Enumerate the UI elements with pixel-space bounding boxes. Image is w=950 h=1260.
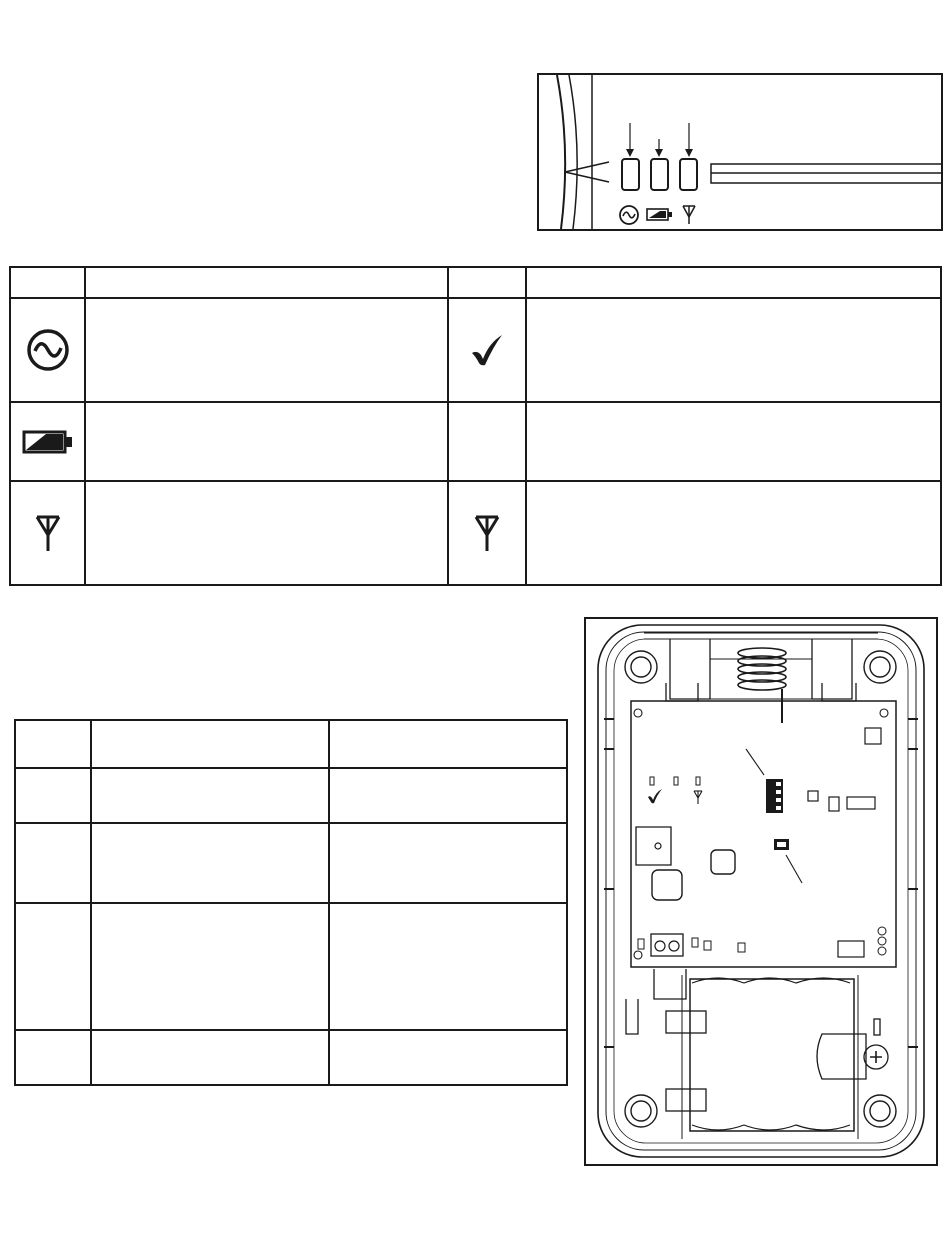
board-figure bbox=[584, 617, 938, 1166]
checkmark-icon bbox=[469, 333, 505, 367]
switch-header-row bbox=[15, 720, 567, 768]
ac-power-icon bbox=[620, 206, 638, 224]
table-cell bbox=[91, 768, 329, 823]
antenna-icon bbox=[694, 791, 702, 804]
jumper bbox=[774, 839, 789, 850]
header-cell bbox=[526, 267, 941, 298]
header-cell bbox=[329, 720, 567, 768]
switch-row bbox=[15, 903, 567, 1030]
table-cell bbox=[15, 903, 91, 1030]
description-cell bbox=[85, 481, 448, 585]
header-cell bbox=[10, 267, 85, 298]
table-cell bbox=[329, 903, 567, 1030]
status-cell bbox=[448, 298, 526, 402]
legend-row bbox=[10, 298, 941, 402]
switch-row bbox=[15, 768, 567, 823]
table-cell bbox=[91, 903, 329, 1030]
table-cell bbox=[329, 823, 567, 903]
battery-icon bbox=[647, 209, 672, 220]
antenna-icon bbox=[473, 513, 501, 553]
table-cell bbox=[91, 823, 329, 903]
status-text-cell bbox=[526, 402, 941, 481]
status-text-cell bbox=[526, 481, 941, 585]
antenna-icon bbox=[34, 513, 62, 553]
status-cell bbox=[448, 481, 526, 585]
legend-header-row bbox=[10, 267, 941, 298]
header-cell bbox=[15, 720, 91, 768]
header-cell bbox=[448, 267, 526, 298]
legend-row bbox=[10, 402, 941, 481]
checkmark-icon bbox=[648, 789, 662, 803]
legend-row bbox=[10, 481, 941, 585]
antenna-icon bbox=[683, 206, 695, 224]
battery-pack bbox=[682, 975, 858, 1139]
table-cell bbox=[91, 1030, 329, 1085]
legend-table bbox=[9, 266, 942, 586]
status-cell bbox=[448, 402, 526, 481]
status-text-cell bbox=[526, 298, 941, 402]
switch-row bbox=[15, 1030, 567, 1085]
led-panel-figure bbox=[537, 73, 943, 231]
table-cell bbox=[329, 768, 567, 823]
switch-row bbox=[15, 823, 567, 903]
header-cell bbox=[91, 720, 329, 768]
battery-icon bbox=[22, 429, 74, 455]
switch-table bbox=[14, 719, 568, 1086]
ac-power-icon bbox=[25, 327, 71, 373]
table-cell bbox=[15, 768, 91, 823]
header-cell bbox=[85, 267, 448, 298]
description-cell bbox=[85, 298, 448, 402]
symbol-cell bbox=[10, 481, 85, 585]
table-cell bbox=[329, 1030, 567, 1085]
table-cell bbox=[15, 1030, 91, 1085]
description-cell bbox=[85, 402, 448, 481]
dip-switch bbox=[766, 779, 783, 813]
symbol-cell bbox=[10, 298, 85, 402]
table-cell bbox=[15, 823, 91, 903]
symbol-cell bbox=[10, 402, 85, 481]
